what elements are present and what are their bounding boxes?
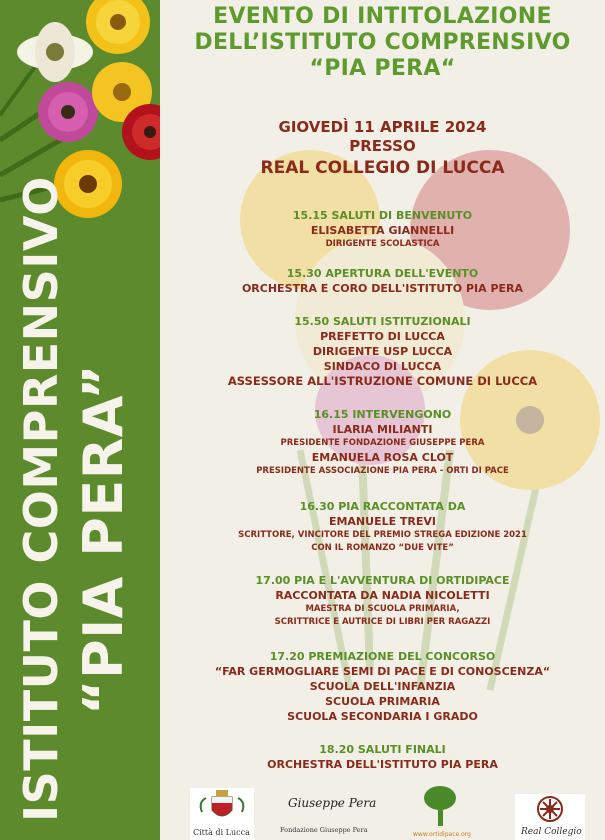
program-item <box>160 267 605 296</box>
fondazione-signature: Giuseppe Pera <box>288 796 377 810</box>
program-role: PRESIDENTE ASSOCIAZIONE PIA PERA - ORTI DI PACE <box>256 466 509 476</box>
program-time-heading: 17.20 PREMIAZIONE DEL CONCORSO <box>269 650 496 663</box>
lucca-caption: Città di Lucca <box>193 828 250 837</box>
program-speaker: PREFETTO DI LUCCA <box>320 330 445 343</box>
presso-label: PRESSO <box>349 137 416 155</box>
lucca-crest-icon <box>190 788 254 824</box>
program-speaker: RACCONTATA DA NADIA NICOLETTI <box>275 589 490 602</box>
program-speaker: ILARIA MILIANTI <box>332 423 433 436</box>
program-time-heading: 16.30 PIA RACCONTATA DA <box>299 500 466 513</box>
sidebar-title-line1: ISTITUTO COMPRENSIVO <box>14 176 68 822</box>
program-role: CON IL ROMANZO “DUE VITE” <box>311 543 454 553</box>
program-time-heading: 15.30 APERTURA DELL'EVENTO <box>286 267 479 280</box>
program-time-heading: 18.20 SALUTI FINALI <box>319 743 446 756</box>
program-item <box>160 315 605 389</box>
fondazione-caption: Fondazione Giuseppe Pera <box>280 826 368 834</box>
collegio-emblem-icon <box>535 794 565 824</box>
program-speaker: ASSESSORE ALL'ISTRUZIONE COMUNE DI LUCCA <box>227 374 538 388</box>
sponsor-logos <box>160 784 605 840</box>
date-venue-block <box>160 118 605 180</box>
ortidipace-logo <box>410 784 480 840</box>
school-level: SCUOLA DELL'INFANZIA <box>309 680 456 693</box>
program-item <box>160 743 605 772</box>
program-item <box>160 574 605 629</box>
contest-title: “FAR GERMOGLIARE SEMI DI PACE E DI CONOSCENZA“ <box>214 665 551 678</box>
event-title <box>160 4 605 82</box>
event-date: GIOVEDÌ 11 APRILE 2024 <box>278 118 487 136</box>
program-role: DIRIGENTE SCOLASTICA <box>325 239 440 249</box>
real-collegio-logo <box>515 794 585 840</box>
sidebar-band <box>0 0 160 840</box>
program-role: PRESIDENTE FONDAZIONE GIUSEPPE PERA <box>280 438 485 448</box>
program-item <box>160 209 605 251</box>
title-line-2: DELL’ISTITUTO COMPRENSIVO <box>194 30 571 55</box>
program-role: MAESTRA DI SCUOLA PRIMARIA, <box>305 604 460 614</box>
school-level: SCUOLA PRIMARIA <box>325 695 440 708</box>
sidebar-title <box>0 20 160 840</box>
tree-icon <box>420 784 460 828</box>
program-time-heading: 16.15 INTERVENGONO <box>313 408 452 421</box>
citta-di-lucca-logo <box>190 788 254 840</box>
title-line-3: “PIA PERA“ <box>309 56 456 81</box>
collegio-caption: Real Collegio <box>521 827 582 837</box>
program-time-heading: 15.50 SALUTI ISTITUZIONALI <box>294 315 471 328</box>
ortidipace-caption: www.ortidipace.org <box>413 831 471 838</box>
program-speaker: ELISABETTA GIANNELLI <box>310 224 455 237</box>
sidebar-title-line2: “PIA PERA” <box>72 363 135 715</box>
fondazione-pera-logo <box>280 794 380 840</box>
program-time-heading: 15.15 SALUTI DI BENVENUTO <box>292 209 473 222</box>
program-item <box>160 650 605 724</box>
program-speaker: ORCHESTRA DELL'ISTITUTO PIA PERA <box>267 758 498 771</box>
program-speaker: SINDACO DI LUCCA <box>323 360 442 373</box>
program-speaker: EMANUELE TREVI <box>328 515 437 528</box>
program-speaker: DIRIGENTE USP LUCCA <box>312 345 453 358</box>
program-speaker: ORCHESTRA E CORO DELL'ISTITUTO PIA PERA <box>241 282 524 295</box>
program-time-heading: 17.00 PIA E L'AVVENTURA DI ORTIDIPACE <box>255 574 510 587</box>
program-item <box>160 500 605 555</box>
title-line-1: EVENTO DI INTITOLAZIONE <box>213 4 552 29</box>
program-speaker: EMANUELA ROSA CLOT <box>311 451 454 464</box>
program-role: SCRITTORE, VINCITORE DEL PREMIO STREGA EDIZIONE 2021 <box>238 530 527 540</box>
program-role: SCRITTRICE E AUTRICE DI LIBRI PER RAGAZZI <box>274 617 491 627</box>
event-venue: REAL COLLEGIO DI LUCCA <box>260 158 505 178</box>
school-level: SCUOLA SECONDARIA I GRADO <box>287 710 478 723</box>
program-item <box>160 408 605 478</box>
